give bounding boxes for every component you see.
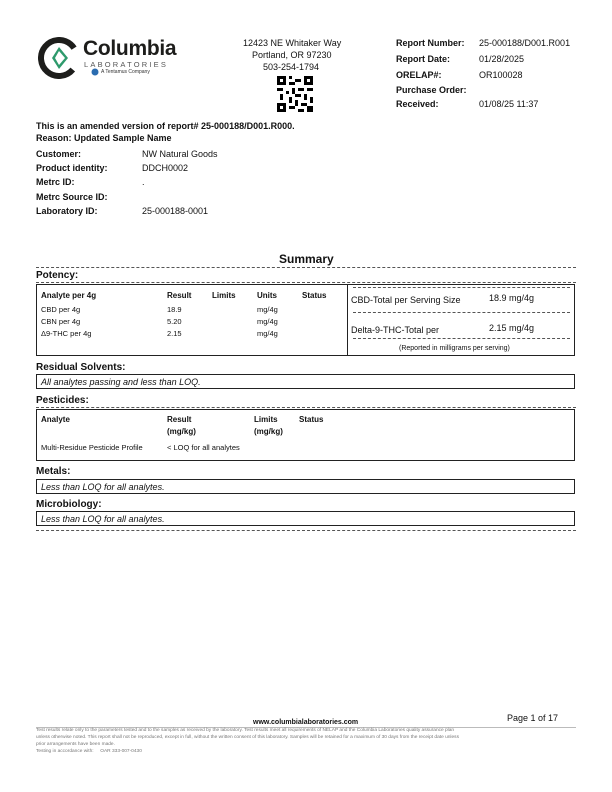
- report-number-label: Report Number:: [396, 38, 465, 48]
- product-identity-value: DDCH0002: [142, 163, 189, 173]
- serving-note: (Reported in milligrams per serving): [399, 345, 510, 352]
- laboratory-id-value: 25-000188-0001: [142, 206, 209, 216]
- microbiology-result: Less than LOQ for all analytes.: [41, 514, 165, 524]
- tentamus-icon: [91, 68, 99, 76]
- pesticides-heading: Pesticides:: [36, 395, 89, 406]
- received-label: Received:: [396, 99, 439, 109]
- disclaimer-line4: Testing in accordance with: OAR 333-007-0430: [36, 749, 142, 754]
- phone: 503-254-1794: [263, 62, 320, 72]
- pesticides-col-limits-unit: (mg/kg): [254, 427, 283, 436]
- thc-serving-value: 2.15 mg/4g: [489, 323, 535, 333]
- address-line2: Portland, OR 97230: [252, 50, 332, 60]
- cbd-serving-label: CBD-Total per Serving Size: [351, 295, 461, 305]
- potency-col-limits: Limits: [212, 291, 236, 300]
- report-date-value: 01/28/2025: [479, 54, 525, 64]
- analyte-units: mg/4g: [257, 317, 278, 326]
- divider: [36, 530, 576, 531]
- pesticides-col-analyte: Analyte: [41, 415, 70, 424]
- divider: [36, 407, 576, 408]
- potency-col-units: Units: [257, 291, 277, 300]
- pesticide-analyte: Multi-Residue Pesticide Profile: [41, 443, 143, 452]
- analyte-result: 2.15: [167, 329, 182, 338]
- residual-solvents-heading: Residual Solvents:: [36, 362, 126, 373]
- disclaimer-line3: prior arrangements have been made.: [36, 742, 115, 747]
- product-identity-label: Product identity:: [36, 163, 108, 173]
- purchase-order-label: Purchase Order:: [396, 85, 467, 95]
- potency-col-result: Result: [167, 291, 192, 300]
- analyte-name: CBN per 4g: [41, 317, 81, 326]
- orelap-label: ORELAP#:: [396, 70, 442, 80]
- company-name: Columbia: [83, 37, 177, 60]
- thc-serving-label: Delta-9-THC-Total per: [351, 325, 440, 335]
- pesticides-col-status: Status: [299, 415, 324, 424]
- analyte-result: 18.9: [167, 305, 182, 314]
- divider: [353, 338, 570, 339]
- disclaimer-line2: unless otherwise noted. This report shall not be reproduced, except in full, without the written consent of this laboratory. Samples will be retained for a maximum of 30 days from the receipt date unless: [36, 735, 459, 740]
- residual-solvents-result: All analytes passing and less than LOQ.: [41, 377, 201, 387]
- potency-col-analyte: Analyte per 4g: [41, 291, 97, 300]
- amendment-line1: This is an amended version of report# 25-000188/D001.R000.: [36, 121, 295, 131]
- received-value: 01/08/25 11:37: [479, 99, 539, 109]
- company-tag: A Tentamus Company: [101, 69, 150, 75]
- address-line1: 12423 NE Whitaker Way: [243, 38, 342, 48]
- customer-label: Customer:: [36, 149, 82, 159]
- summary-title: Summary: [279, 252, 334, 266]
- disclaimer-line1: Test results relate only to the parameters tested and to the samples as received by the laboratory. Test results meet all requirements of NELAP and the Columbia Laboratories quality assurance plan: [36, 728, 455, 733]
- customer-value: NW Natural Goods: [142, 149, 218, 159]
- amendment-reason: Reason: Updated Sample Name: [36, 133, 172, 143]
- potency-table: [36, 284, 575, 356]
- report-number-value: 25-000188/D001.R001: [479, 38, 571, 48]
- page-number: Page 1 of 17: [507, 713, 559, 723]
- metrc-id-label: Metrc ID:: [36, 177, 75, 187]
- columbia-logo-icon: [38, 37, 80, 79]
- metals-box: [36, 479, 575, 494]
- metrc-id-value: .: [142, 177, 145, 187]
- metrc-source-id-label: Metrc Source ID:: [36, 192, 108, 202]
- potency-heading: Potency:: [36, 270, 79, 281]
- pesticide-result: < LOQ for all analytes: [167, 443, 240, 452]
- residual-solvents-box: [36, 374, 575, 389]
- potency-col-status: Status: [302, 291, 327, 300]
- analyte-result: 5.20: [167, 317, 182, 326]
- report-date-label: Report Date:: [396, 54, 451, 64]
- analyte-name: CBD per 4g: [41, 305, 81, 314]
- pesticides-table: [36, 409, 575, 461]
- laboratory-id-label: Laboratory ID:: [36, 206, 98, 216]
- divider: [36, 267, 576, 268]
- company-sub: LABORATORIES: [84, 60, 169, 69]
- divider: [353, 287, 570, 288]
- metals-heading: Metals:: [36, 466, 71, 477]
- divider: [36, 282, 576, 283]
- qr-code-icon: [277, 76, 313, 112]
- analyte-units: mg/4g: [257, 305, 278, 314]
- microbiology-heading: Microbiology:: [36, 499, 102, 510]
- website-link[interactable]: www.columbialaboratories.com: [253, 719, 359, 726]
- analyte-units: mg/4g: [257, 329, 278, 338]
- divider: [347, 285, 348, 355]
- pesticides-col-limits: Limits: [254, 415, 278, 424]
- cbd-serving-value: 18.9 mg/4g: [489, 293, 535, 303]
- microbiology-box: [36, 511, 575, 526]
- analyte-name: Δ9-THC per 4g: [41, 329, 92, 338]
- metals-result: Less than LOQ for all analytes.: [41, 482, 165, 492]
- orelap-value: OR100028: [479, 70, 523, 80]
- divider: [353, 312, 570, 313]
- pesticides-col-result: Result: [167, 415, 192, 424]
- pesticides-col-result-unit: (mg/kg): [167, 427, 196, 436]
